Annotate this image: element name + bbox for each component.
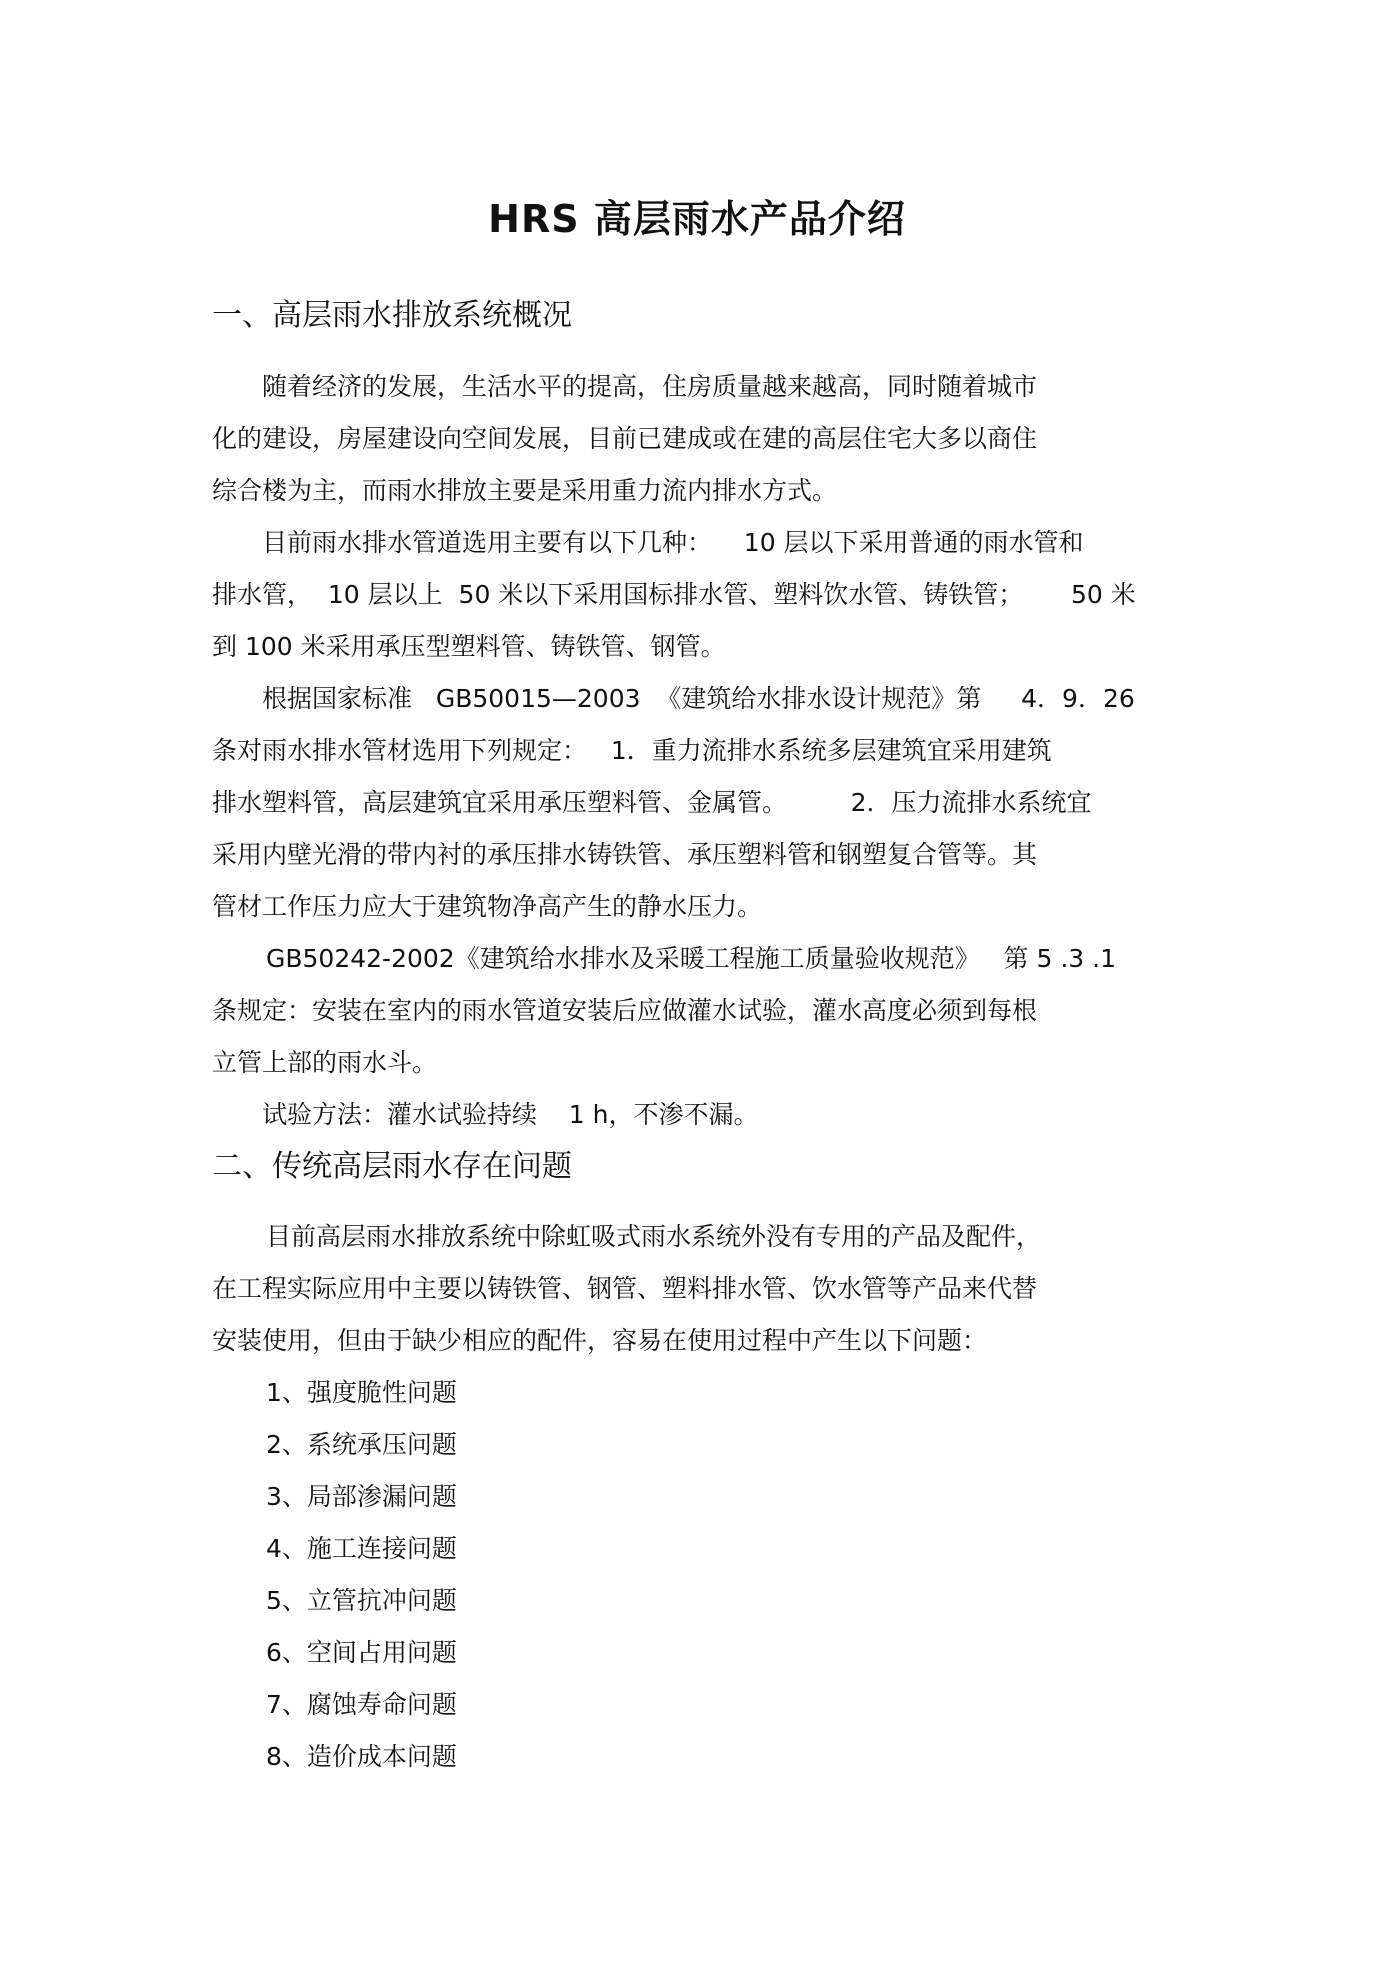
paragraph-line: 化的建设，房屋建设向空间发展，目前已建成或在建的高层住宅大多以商住 <box>212 424 1038 453</box>
list-item: 7、腐蚀寿命问题 <box>266 1690 457 1719</box>
section-heading-overview: 一、高层雨水排放系统概况 <box>212 298 572 333</box>
paragraph-line: 条规定：安装在室内的雨水管道安装后应做灌水试验，灌水高度必须到每根 <box>212 996 1038 1025</box>
paragraph-line: 条对雨水排水管材选用下列规定： 1．重力流排水系统多层建筑宜采用建筑 <box>212 736 1052 765</box>
paragraph-line: 在工程实际应用中主要以铸铁管、钢管、塑料排水管、饮水管等产品来代替 <box>212 1274 1038 1303</box>
paragraph-line: 综合楼为主，而雨水排放主要是采用重力流内排水方式。 <box>212 476 838 505</box>
paragraph-line: 随着经济的发展，生活水平的提高，住房质量越来越高，同时随着城市 <box>262 372 1038 401</box>
list-item: 3、局部渗漏问题 <box>266 1482 457 1511</box>
paragraph-line: 目前雨水排水管道选用主要有以下几种： 10 层以下采用普通的雨水管和 <box>262 528 1084 557</box>
paragraph-line: GB50242-2002《建筑给水排水及采暖工程施工质量验收规范》 第 5 .3 .1 <box>266 944 1116 973</box>
list-item: 4、施工连接问题 <box>266 1534 457 1563</box>
list-item: 2、系统承压问题 <box>266 1430 457 1459</box>
list-item: 5、立管抗冲问题 <box>266 1586 457 1615</box>
paragraph-line: 试验方法：灌水试验持续 1 h，不渗不漏。 <box>262 1100 759 1129</box>
paragraph-line: 目前高层雨水排放系统中除虹吸式雨水系统外没有专用的产品及配件， <box>266 1222 1042 1251</box>
list-item: 6、空间占用问题 <box>266 1638 457 1667</box>
paragraph-line: 立管上部的雨水斗。 <box>212 1048 438 1077</box>
paragraph-line: 到 100 米采用承压型塑料管、铸铁管、钢管。 <box>212 632 726 661</box>
section-heading-problems: 二、传统高层雨水存在问题 <box>212 1149 572 1184</box>
paragraph-line: 排水塑料管，高层建筑宜采用承压塑料管、金属管。 2．压力流排水系统宜 <box>212 788 1092 817</box>
paragraph-line: 管材工作压力应大于建筑物净高产生的静水压力。 <box>212 892 763 921</box>
list-item: 1、强度脆性问题 <box>266 1378 457 1407</box>
list-item: 8、造价成本问题 <box>266 1742 457 1771</box>
paragraph-line: 排水管， 10 层以上 50 米以下采用国标排水管、塑料饮水管、铸铁管； 50 米 <box>212 580 1136 609</box>
paragraph-line: 根据国家标准 GB50015—2003 《建筑给水排水设计规范》第 4．9．26 <box>262 684 1135 713</box>
paragraph-line: 采用内壁光滑的带内衬的承压排水铸铁管、承压塑料管和钢塑复合管等。其 <box>212 840 1038 869</box>
document-title: HRS 高层雨水产品介绍 <box>488 197 906 241</box>
paragraph-line: 安装使用，但由于缺少相应的配件，容易在使用过程中产生以下问题： <box>212 1326 988 1355</box>
